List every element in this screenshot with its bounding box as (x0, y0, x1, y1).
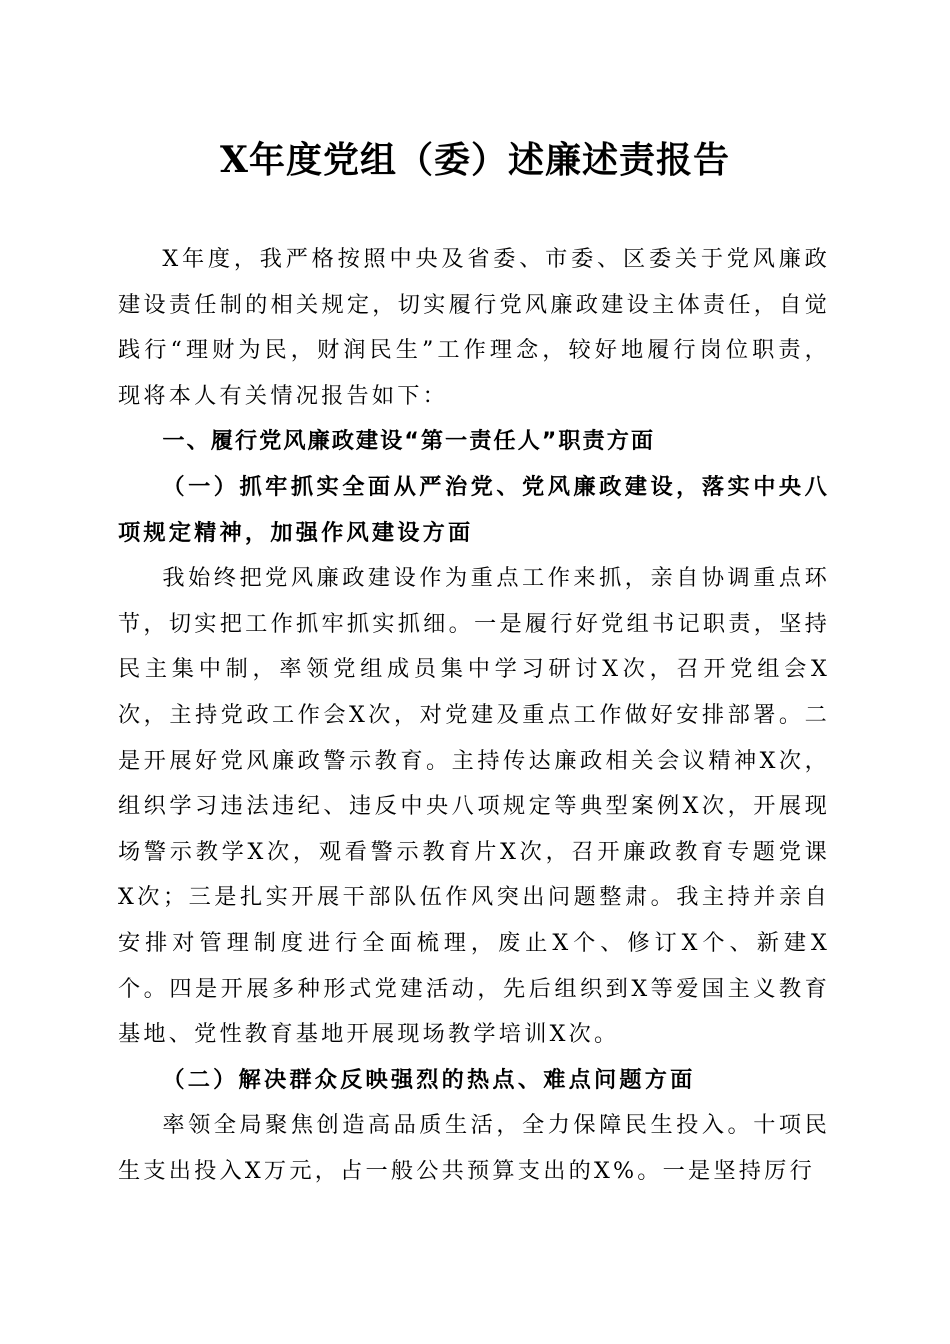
document-title: X年度党组（委）述廉述责报告 (220, 139, 730, 181)
section-heading-1: 一、履行党风廉政建设“第一责任人”职责方面 (162, 428, 656, 455)
document-body (118, 237, 830, 1194)
subsection-heading-1: （一）抓牢抓实全面从严治党、党风廉政建设，落实中央八项规定精神，加强作风建设方面 (118, 473, 830, 546)
intro-paragraph: X年度，我严格按照中央及省委、市委、区委关于党风廉政建设责任制的相关规定，切实履行党风廉政建设主体责任，自觉践行“理财为民，财润民生”工作理念，较好地履行岗位职责，现将本人有关情况报告如下： (118, 246, 830, 409)
body-paragraph-2: 率领全局聚焦创造高品质生活，全力保障民生投入。十项民生支出投入X万元，占一般公共预算支出的X%。一是坚持厉行 (118, 1112, 830, 1184)
subsection-heading-2: （二）解决群众反映强烈的热点、难点问题方面 (162, 1066, 696, 1093)
body-paragraph-1: 我始终把党风廉政建设作为重点工作来抓，亲自协调重点环节，切实把工作抓牢抓实抓细。一是履行好党组书记职责，坚持民主集中制，率领党组成员集中学习研讨X次，召开党组会X次，主持党政工作会X次，对党建及重点工作做好安排部署。二是开展好党风廉政警示教育。主持传达廉政相关会议精神X次，组织学习违法违纪、违反中央八项规定等典型案例X次，开展现场警示教学X次，观看警示教育片X次，召开廉政教育专题党课X次；三是扎实开展干部队伍作风突出问题整肃。我主持并亲自安排对管理制度进行全面梳理，废止X个、修订X个、新建X个。四是开展多种形式党建活动，先后组织到X等爱国主义教育基地、党性教育基地开展现场教学培训X次。 (118, 565, 830, 1048)
